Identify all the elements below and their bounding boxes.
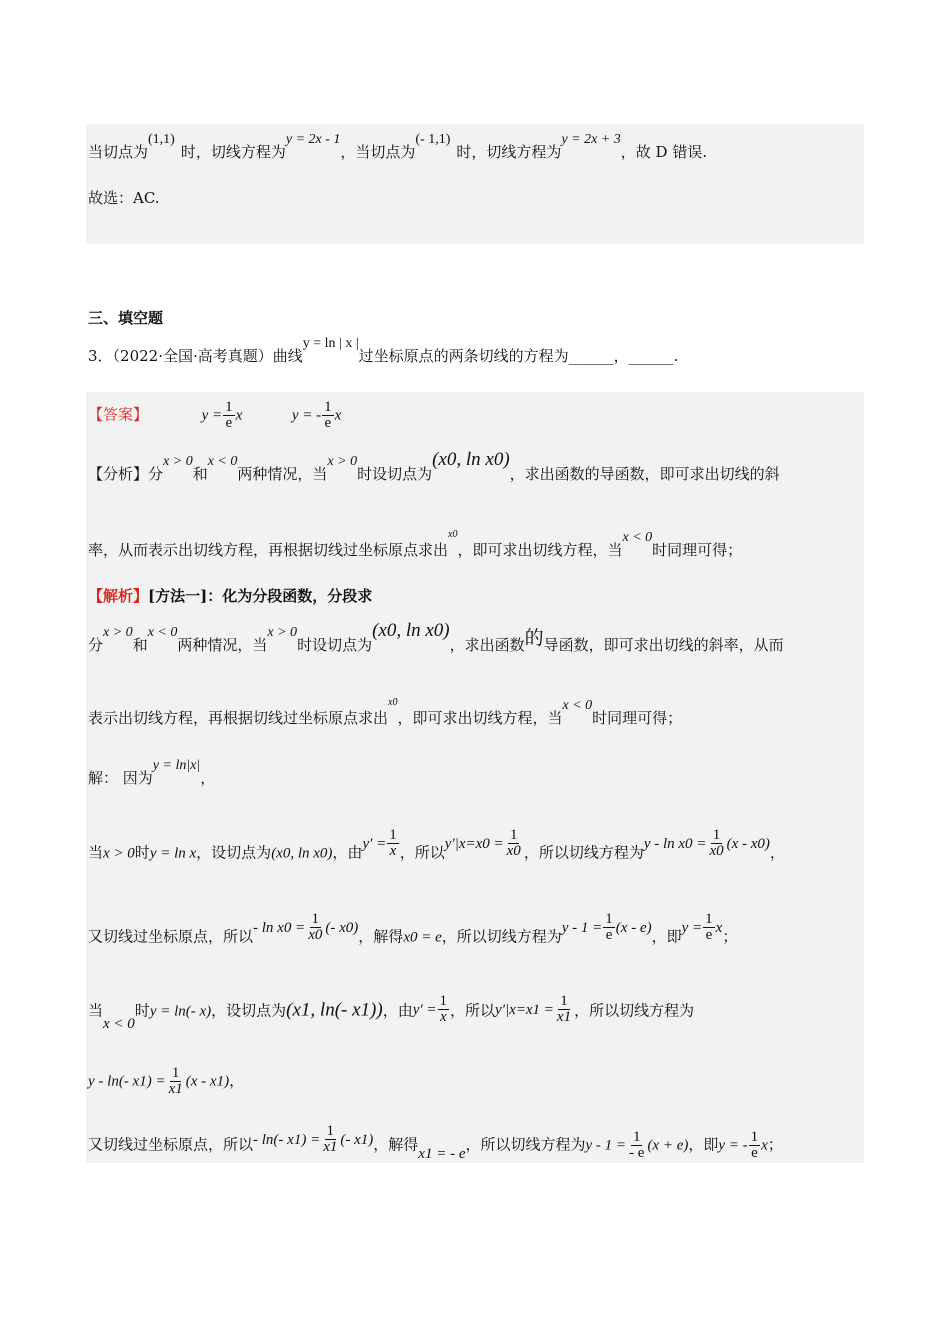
analysis-label: 【分析】 bbox=[88, 465, 149, 483]
solution-line-4: 当x > 0时y = ln x，设切点为(x0, ln x0)，由y′ = $\frac{1}{x}$ ，所以y′|x=x0 = $\frac{1}{x0}$ ，所以切线方程为y - ln x0 = $\frac{1}{x0}$ (x - x0)， bbox=[88, 827, 785, 862]
solution-label: 【解析】 bbox=[88, 587, 149, 605]
solution-line-5: 又切线过坐标原点，所以- ln x0 = $\frac{1}{x0}$ (- x0)，解得x0 = e，所以切线方程为y - 1 = $\frac{1}{e}$ (x - e)，即y = $\frac{1}{e}$ x； bbox=[88, 911, 738, 946]
solution-line-3: 解： 因为y = ln|x|， bbox=[88, 758, 216, 787]
analysis-line-1: 【分析】分x > 0和x < 0两种情况，当x > 0时设切点为(x0, ln x0)，求出函数的导函数，即可求出切线的斜 bbox=[88, 449, 780, 483]
solution-line-1: 分x > 0和x < 0两种情况，当x > 0时设切点为(x0, ln x0)，求出函数的导函数，即可求出切线的斜率，从而 bbox=[88, 620, 784, 654]
answer-line: 【答案】 y = $\frac{1}{e}$ x y = - $\frac{1}{e}$ x bbox=[88, 399, 342, 431]
analysis-line-2: 率，从而表示出切线方程，再根据切线过坐标原点求出$^{x0}$，即可求出切线方程，当x < 0时同理可得； bbox=[88, 529, 743, 559]
curve-equation: y = ln | x | bbox=[302, 336, 359, 351]
solution-line-7: y - ln(- x1) = $\frac{1}{x1}$ (x - x1)， bbox=[88, 1065, 245, 1097]
solution-line-6: 当x < 0时y = ln(- x)，设切点为(x1, ln(- x1))，由y′ = $\frac{1}{x}$ ，所以y′|x=x1 = $\frac{1}{x1}$ ，所以切线方程为 bbox=[88, 993, 695, 1032]
option-d-line: 当切点为(1,1)时，切线方程为y = 2x - 1，当切点为(- 1,1)时，切线方程为y = 2x + 3，故 D 错误. bbox=[88, 132, 708, 161]
section-heading: 三、填空题 bbox=[88, 309, 164, 327]
solution-line-8: 又切线过坐标原点，所以- ln(- x1) = $\frac{1}{x1}$ (- x1)，解得x1 = - e，所以切线方程为y - 1 = $\frac{1}{- e}$ (x + e)，即y = - $\frac{1}{e}$ x； bbox=[88, 1123, 783, 1162]
solution-line-2: 表示出切线方程，再根据切线过坐标原点求出$^{x0}$，即可求出切线方程，当x < 0时同理可得； bbox=[88, 697, 683, 727]
question-3: 3．（2022·全国·高考真题）曲线y = ln | x |过坐标原点的两条切线的方程为______，______. bbox=[88, 336, 679, 365]
answer-label: 【答案】 bbox=[88, 405, 149, 424]
solution-header: 【解析】[方法一]：化为分段函数，分段求 bbox=[88, 587, 373, 605]
choice-line: 故选：AC. bbox=[88, 189, 160, 207]
